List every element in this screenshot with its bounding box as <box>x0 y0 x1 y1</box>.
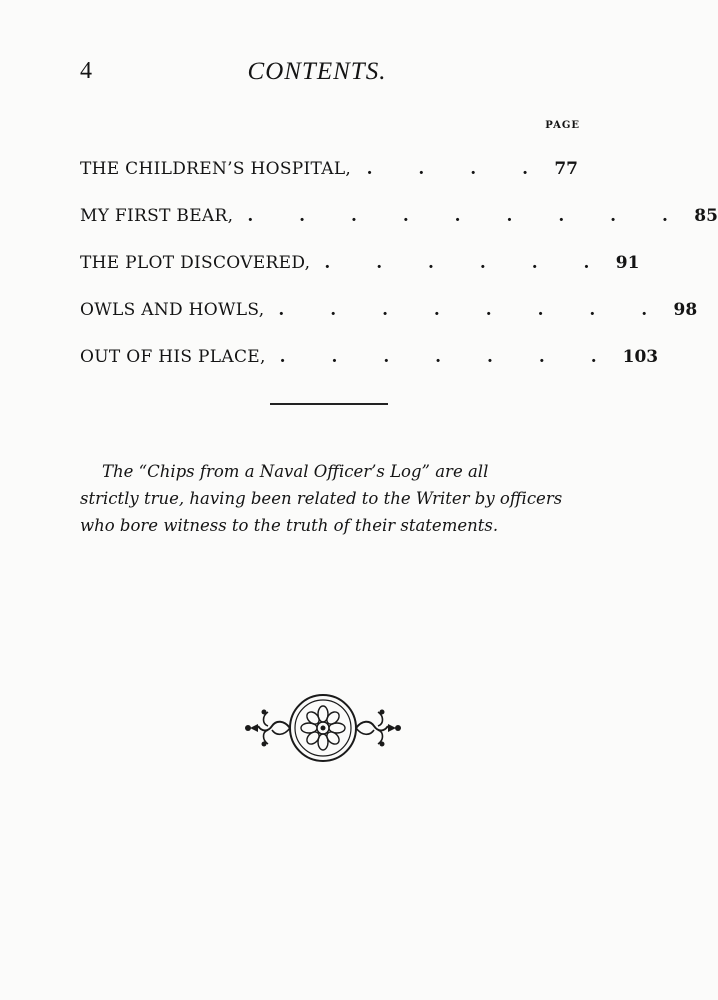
toc-entry-page: 103 <box>622 347 659 367</box>
toc-entry <box>80 273 698 320</box>
toc-entry-page: 85 <box>694 206 718 226</box>
table-of-contents <box>80 132 718 367</box>
toc-entry-title: MY FIRST BEAR, <box>80 206 234 226</box>
page-number: 4 <box>80 58 92 84</box>
author-note <box>80 458 580 539</box>
toc-entry <box>80 179 718 226</box>
toc-entry-page: 77 <box>554 159 578 179</box>
toc-entry-title: THE CHILDREN’S HOSPITAL, <box>80 159 352 179</box>
note-line: strictly true, having been related to the Writer by officers <box>80 489 563 508</box>
toc-entry-page: 91 <box>615 253 640 273</box>
toc-entry <box>80 320 659 367</box>
toc-entry-page: 98 <box>673 300 698 320</box>
toc-dot-leader: . . . . <box>366 159 548 179</box>
toc-entry-title: OUT OF HIS PLACE, <box>80 347 266 367</box>
toc-entry <box>80 132 578 179</box>
toc-entry-title: THE PLOT DISCOVERED, <box>80 253 311 273</box>
note-line: The “Chips from a Naval Officer’s Log” are all <box>102 462 489 481</box>
page-column-label: PAGE <box>545 120 580 131</box>
toc-entry-title: OWLS AND HOWLS, <box>80 300 265 320</box>
running-title: CONTENTS. <box>247 58 387 85</box>
note-line: who bore witness to the truth of their statements. <box>80 516 499 535</box>
section-divider-rule <box>270 403 388 405</box>
toc-entry <box>80 226 640 273</box>
toc-dot-leader: . . . . . . . . <box>278 300 668 320</box>
rosette-ornament-icon <box>240 690 406 766</box>
toc-dot-leader: . . . . . . <box>324 253 610 273</box>
page-header <box>0 58 634 94</box>
toc-dot-leader: . . . . . . . <box>279 347 617 367</box>
toc-dot-leader: . . . . . . . . . <box>247 206 688 226</box>
